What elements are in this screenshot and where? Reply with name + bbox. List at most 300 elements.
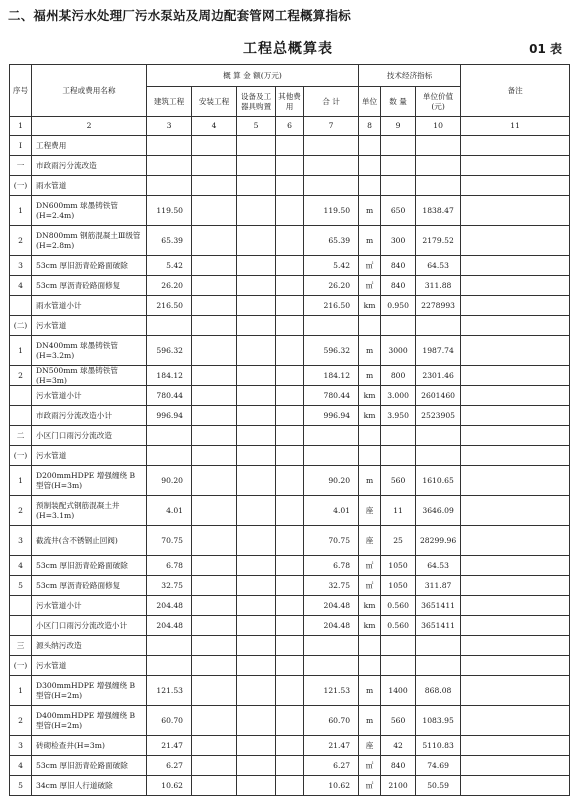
cell-other xyxy=(276,406,304,426)
cell-installation xyxy=(192,576,237,596)
cell-quantity xyxy=(381,136,416,156)
cell-installation xyxy=(192,226,237,256)
cell-equipment xyxy=(237,776,276,796)
cell-quantity xyxy=(381,156,416,176)
cell-remark xyxy=(461,176,570,196)
cell-seq: 2 xyxy=(10,366,32,386)
cell-installation xyxy=(192,336,237,366)
cell-seq: (二) xyxy=(10,316,32,336)
cell-quantity: 300 xyxy=(381,226,416,256)
cell-remark xyxy=(461,676,570,706)
cell-quantity: 3.950 xyxy=(381,406,416,426)
header-other: 其他费用 xyxy=(276,87,304,117)
cell-seq xyxy=(10,406,32,426)
table-row xyxy=(10,176,570,196)
header-name: 工程或费用名称 xyxy=(32,65,147,117)
cell-construction: 4.01 xyxy=(147,496,192,526)
cell-seq: 1 xyxy=(10,336,32,366)
cell-total: 60.70 xyxy=(304,706,359,736)
cell-remark xyxy=(461,556,570,576)
table-row xyxy=(10,426,570,446)
cell-name: 53cm 厚旧沥青砼路面破除 xyxy=(32,556,147,576)
cell-other xyxy=(276,256,304,276)
cell-other xyxy=(276,446,304,466)
cell-seq: Ⅰ xyxy=(10,136,32,156)
header-estimate-group: 概 算 金 额(万元) xyxy=(147,65,359,87)
cell-other xyxy=(276,706,304,736)
cell-installation xyxy=(192,656,237,676)
cell-name: 34cm 厚旧人行道破除 xyxy=(32,776,147,796)
cell-name: 市政雨污分流改造 xyxy=(32,156,147,176)
cell-construction: 21.47 xyxy=(147,736,192,756)
cell-quantity: 3.000 xyxy=(381,386,416,406)
cell-unit-price: 64.53 xyxy=(416,556,461,576)
cell-unit: m xyxy=(359,226,381,256)
cell-quantity xyxy=(381,636,416,656)
cell-quantity: 0.560 xyxy=(381,616,416,636)
cell-unit xyxy=(359,156,381,176)
cell-quantity: 42 xyxy=(381,736,416,756)
cell-construction: 60.70 xyxy=(147,706,192,736)
table-row xyxy=(10,226,570,256)
cell-unit-price: 311.87 xyxy=(416,576,461,596)
cell-construction: 6.27 xyxy=(147,756,192,776)
cell-seq: 3 xyxy=(10,736,32,756)
cell-other xyxy=(276,276,304,296)
column-number: 2 xyxy=(32,117,147,136)
cell-remark xyxy=(461,776,570,796)
cell-installation xyxy=(192,316,237,336)
cell-quantity: 2100 xyxy=(381,776,416,796)
column-number: 8 xyxy=(359,117,381,136)
cell-quantity: 1050 xyxy=(381,556,416,576)
cell-seq: 3 xyxy=(10,256,32,276)
cell-unit: m xyxy=(359,676,381,706)
cell-seq xyxy=(10,596,32,616)
cell-name: 小区门口雨污分流改造 xyxy=(32,426,147,446)
cell-equipment xyxy=(237,386,276,406)
cell-unit: 座 xyxy=(359,736,381,756)
cell-name: 小区门口雨污分流改造小计 xyxy=(32,616,147,636)
cell-equipment xyxy=(237,656,276,676)
cell-other xyxy=(276,226,304,256)
cell-unit: 座 xyxy=(359,496,381,526)
cell-other xyxy=(276,296,304,316)
cell-construction: 119.50 xyxy=(147,196,192,226)
cell-remark xyxy=(461,446,570,466)
cell-remark xyxy=(461,576,570,596)
cell-unit-price: 5110.83 xyxy=(416,736,461,756)
cell-construction: 5.42 xyxy=(147,256,192,276)
table-row xyxy=(10,446,570,466)
cell-remark xyxy=(461,406,570,426)
cell-seq xyxy=(10,616,32,636)
cell-other xyxy=(276,466,304,496)
cell-installation xyxy=(192,676,237,706)
table-row xyxy=(10,736,570,756)
cell-total: 216.50 xyxy=(304,296,359,316)
cell-construction: 216.50 xyxy=(147,296,192,316)
table-row xyxy=(10,656,570,676)
cell-unit-price: 311.88 xyxy=(416,276,461,296)
cell-construction: 204.48 xyxy=(147,616,192,636)
cell-seq: 3 xyxy=(10,526,32,556)
cell-unit-price: 2601460 xyxy=(416,386,461,406)
cell-installation xyxy=(192,276,237,296)
cell-name: 雨水管道小计 xyxy=(32,296,147,316)
cell-installation xyxy=(192,446,237,466)
cell-name: 污水管道小计 xyxy=(32,596,147,616)
cell-other xyxy=(276,316,304,336)
cell-equipment xyxy=(237,576,276,596)
cell-unit: ㎡ xyxy=(359,576,381,596)
cell-total: 596.32 xyxy=(304,336,359,366)
cell-name: 砖砌检查井(H=3m) xyxy=(32,736,147,756)
cell-installation xyxy=(192,196,237,226)
cell-unit-price xyxy=(416,136,461,156)
cell-unit-price: 3651411 xyxy=(416,616,461,636)
cell-equipment xyxy=(237,296,276,316)
cell-seq: (一) xyxy=(10,446,32,466)
cell-unit xyxy=(359,446,381,466)
cell-equipment xyxy=(237,426,276,446)
cell-other xyxy=(276,136,304,156)
cell-construction xyxy=(147,176,192,196)
cell-quantity: 0.560 xyxy=(381,596,416,616)
cell-construction: 65.39 xyxy=(147,226,192,256)
cell-remark xyxy=(461,526,570,556)
cell-other xyxy=(276,496,304,526)
cell-seq: 1 xyxy=(10,466,32,496)
cell-seq: 4 xyxy=(10,756,32,776)
table-row xyxy=(10,386,570,406)
table-row xyxy=(10,156,570,176)
cell-other xyxy=(276,366,304,386)
cell-total: 6.27 xyxy=(304,756,359,776)
cell-other xyxy=(276,576,304,596)
cell-quantity xyxy=(381,316,416,336)
cell-equipment xyxy=(237,736,276,756)
cell-construction xyxy=(147,136,192,156)
cell-total: 65.39 xyxy=(304,226,359,256)
cell-remark xyxy=(461,196,570,226)
cell-quantity: 1050 xyxy=(381,576,416,596)
cell-unit: ㎡ xyxy=(359,776,381,796)
cell-unit-price: 28299.96 xyxy=(416,526,461,556)
cell-equipment xyxy=(237,706,276,736)
cell-construction: 780.44 xyxy=(147,386,192,406)
column-number: 5 xyxy=(237,117,276,136)
table-row xyxy=(10,576,570,596)
cell-name: 53cm 厚旧沥青砼路面破除 xyxy=(32,256,147,276)
column-number: 3 xyxy=(147,117,192,136)
cell-unit-price xyxy=(416,176,461,196)
cell-remark xyxy=(461,136,570,156)
cell-installation xyxy=(192,366,237,386)
cell-total xyxy=(304,446,359,466)
cell-unit-price: 1610.65 xyxy=(416,466,461,496)
table-row xyxy=(10,636,570,656)
cell-quantity xyxy=(381,426,416,446)
column-number: 9 xyxy=(381,117,416,136)
table-row xyxy=(10,276,570,296)
cell-total: 204.48 xyxy=(304,616,359,636)
cell-seq: 2 xyxy=(10,226,32,256)
cell-quantity xyxy=(381,446,416,466)
table-body xyxy=(10,136,570,796)
cell-unit: km xyxy=(359,596,381,616)
cell-unit-price: 1083.95 xyxy=(416,706,461,736)
table-row xyxy=(10,616,570,636)
table-row xyxy=(10,336,570,366)
cell-equipment xyxy=(237,526,276,556)
cell-construction: 32.75 xyxy=(147,576,192,596)
table-row xyxy=(10,776,570,796)
cell-other xyxy=(276,196,304,226)
cell-total: 184.12 xyxy=(304,366,359,386)
cell-installation xyxy=(192,776,237,796)
cell-installation xyxy=(192,176,237,196)
cell-seq xyxy=(10,296,32,316)
cell-unit-price: 1987.74 xyxy=(416,336,461,366)
cell-construction xyxy=(147,656,192,676)
cell-name: D300mmHDPE 增强缠绕 B 型管(H=2m) xyxy=(32,676,147,706)
cell-unit-price: 3651411 xyxy=(416,596,461,616)
cell-unit: m xyxy=(359,366,381,386)
cell-quantity: 3000 xyxy=(381,336,416,366)
cell-unit xyxy=(359,176,381,196)
table-row xyxy=(10,296,570,316)
cell-quantity: 0.950 xyxy=(381,296,416,316)
cell-equipment xyxy=(237,406,276,426)
table-title: 工程总概算表 xyxy=(243,41,333,57)
cell-installation xyxy=(192,496,237,526)
cell-unit: m xyxy=(359,196,381,226)
cell-installation xyxy=(192,636,237,656)
cell-total: 90.20 xyxy=(304,466,359,496)
cell-installation xyxy=(192,156,237,176)
header-quantity: 数 量 xyxy=(381,87,416,117)
header-construction: 建筑工程 xyxy=(147,87,192,117)
cell-installation xyxy=(192,296,237,316)
cell-seq: 1 xyxy=(10,676,32,706)
cell-unit: ㎡ xyxy=(359,276,381,296)
cell-other xyxy=(276,616,304,636)
cell-unit-price: 64.53 xyxy=(416,256,461,276)
header-unit-price: 单位价值(元) xyxy=(416,87,461,117)
cell-unit xyxy=(359,636,381,656)
cell-remark xyxy=(461,656,570,676)
table-row xyxy=(10,526,570,556)
cell-construction: 121.53 xyxy=(147,676,192,706)
cell-installation xyxy=(192,736,237,756)
cell-unit xyxy=(359,316,381,336)
cell-construction xyxy=(147,446,192,466)
cell-unit xyxy=(359,426,381,446)
cell-seq: 5 xyxy=(10,576,32,596)
cell-equipment xyxy=(237,366,276,386)
cell-construction: 596.32 xyxy=(147,336,192,366)
cell-equipment xyxy=(237,616,276,636)
cell-unit-price: 2301.46 xyxy=(416,366,461,386)
cell-equipment xyxy=(237,446,276,466)
cell-seq: (一) xyxy=(10,656,32,676)
cell-quantity: 560 xyxy=(381,706,416,736)
cell-remark xyxy=(461,366,570,386)
cell-unit: km xyxy=(359,616,381,636)
cell-other xyxy=(276,776,304,796)
cell-equipment xyxy=(237,636,276,656)
table-number: 01 表 xyxy=(529,42,562,56)
cell-unit-price: 1838.47 xyxy=(416,196,461,226)
cell-seq: 5 xyxy=(10,776,32,796)
cell-equipment xyxy=(237,156,276,176)
cell-construction xyxy=(147,426,192,446)
cell-construction: 90.20 xyxy=(147,466,192,496)
cell-unit xyxy=(359,656,381,676)
header-remark: 备注 xyxy=(461,65,570,117)
cell-name: 53cm 厚沥青砼路面修复 xyxy=(32,576,147,596)
cell-quantity xyxy=(381,176,416,196)
cell-unit-price: 2278993 xyxy=(416,296,461,316)
cell-installation xyxy=(192,526,237,556)
cell-unit: km xyxy=(359,406,381,426)
cell-equipment xyxy=(237,176,276,196)
cell-installation xyxy=(192,406,237,426)
cell-remark xyxy=(461,276,570,296)
cell-other xyxy=(276,336,304,366)
cell-total: 996.94 xyxy=(304,406,359,426)
cell-quantity: 11 xyxy=(381,496,416,526)
cell-equipment xyxy=(237,276,276,296)
cell-equipment xyxy=(237,226,276,256)
cell-remark xyxy=(461,466,570,496)
cell-total: 5.42 xyxy=(304,256,359,276)
column-number: 11 xyxy=(461,117,570,136)
cell-total: 6.78 xyxy=(304,556,359,576)
cell-unit: ㎡ xyxy=(359,556,381,576)
cell-total xyxy=(304,426,359,446)
cell-equipment xyxy=(237,596,276,616)
cell-name: 市政雨污分流改造小计 xyxy=(32,406,147,426)
cell-seq: 三 xyxy=(10,636,32,656)
cell-unit-price xyxy=(416,446,461,466)
cell-unit: m xyxy=(359,336,381,366)
cell-construction: 184.12 xyxy=(147,366,192,386)
cell-seq: 一 xyxy=(10,156,32,176)
cell-installation xyxy=(192,256,237,276)
cell-other xyxy=(276,596,304,616)
cell-name: 源头纳污改造 xyxy=(32,636,147,656)
cell-remark xyxy=(461,156,570,176)
cell-other xyxy=(276,526,304,556)
cell-equipment xyxy=(237,336,276,366)
cell-installation xyxy=(192,386,237,406)
column-number: 6 xyxy=(276,117,304,136)
cell-remark xyxy=(461,636,570,656)
cell-construction: 204.48 xyxy=(147,596,192,616)
cell-name: DN400mm 球墨铸铁管(H=3.2m) xyxy=(32,336,147,366)
cell-name: 53cm 厚沥青砼路面修复 xyxy=(32,276,147,296)
table-row xyxy=(10,596,570,616)
cell-other xyxy=(276,676,304,706)
cell-other xyxy=(276,176,304,196)
cell-unit-price: 2523905 xyxy=(416,406,461,426)
cell-remark xyxy=(461,596,570,616)
cell-quantity: 560 xyxy=(381,466,416,496)
cell-unit-price xyxy=(416,156,461,176)
cell-remark xyxy=(461,336,570,366)
cell-remark xyxy=(461,226,570,256)
cell-unit-price: 3646.09 xyxy=(416,496,461,526)
cell-equipment xyxy=(237,556,276,576)
cell-total: 26.20 xyxy=(304,276,359,296)
cell-seq: 1 xyxy=(10,196,32,226)
cell-name: D200mmHDPE 增强缠绕 B 型管(H=3m) xyxy=(32,466,147,496)
cell-quantity: 650 xyxy=(381,196,416,226)
cell-unit-price xyxy=(416,316,461,336)
cell-installation xyxy=(192,466,237,496)
cell-installation xyxy=(192,426,237,446)
cell-unit: 座 xyxy=(359,526,381,556)
cell-construction: 6.78 xyxy=(147,556,192,576)
table-row xyxy=(10,316,570,336)
header-total: 合 计 xyxy=(304,87,359,117)
header-tech-group: 技术经济指标 xyxy=(359,65,461,87)
cell-name: 污水管道小计 xyxy=(32,386,147,406)
column-number: 4 xyxy=(192,117,237,136)
cell-remark xyxy=(461,386,570,406)
cell-other xyxy=(276,636,304,656)
header-installation: 安装工程 xyxy=(192,87,237,117)
cell-quantity: 25 xyxy=(381,526,416,556)
cell-total xyxy=(304,316,359,336)
column-number: 7 xyxy=(304,117,359,136)
cell-quantity: 840 xyxy=(381,276,416,296)
cell-remark xyxy=(461,706,570,736)
cell-other xyxy=(276,656,304,676)
table-row xyxy=(10,406,570,426)
cell-total: 4.01 xyxy=(304,496,359,526)
cell-equipment xyxy=(237,756,276,776)
cell-equipment xyxy=(237,676,276,706)
cell-quantity xyxy=(381,656,416,676)
cell-unit-price xyxy=(416,656,461,676)
cell-unit-price: 50.59 xyxy=(416,776,461,796)
cell-remark xyxy=(461,296,570,316)
cell-unit: ㎡ xyxy=(359,256,381,276)
cell-total: 10.62 xyxy=(304,776,359,796)
cell-equipment xyxy=(237,136,276,156)
cell-equipment xyxy=(237,466,276,496)
cell-seq: 4 xyxy=(10,556,32,576)
cell-unit: km xyxy=(359,386,381,406)
cell-seq: 2 xyxy=(10,706,32,736)
cell-other xyxy=(276,386,304,406)
cell-seq: 二 xyxy=(10,426,32,446)
cell-total xyxy=(304,656,359,676)
cell-construction: 996.94 xyxy=(147,406,192,426)
cell-total xyxy=(304,136,359,156)
cell-other xyxy=(276,556,304,576)
document-heading: 二、福州某污水处理厂污水泵站及周边配套管网工程概算指标 xyxy=(8,8,351,23)
cell-seq: (一) xyxy=(10,176,32,196)
cell-remark xyxy=(461,316,570,336)
estimate-table xyxy=(9,64,570,796)
table-row xyxy=(10,196,570,226)
cell-unit-price: 74.69 xyxy=(416,756,461,776)
cell-unit: km xyxy=(359,296,381,316)
